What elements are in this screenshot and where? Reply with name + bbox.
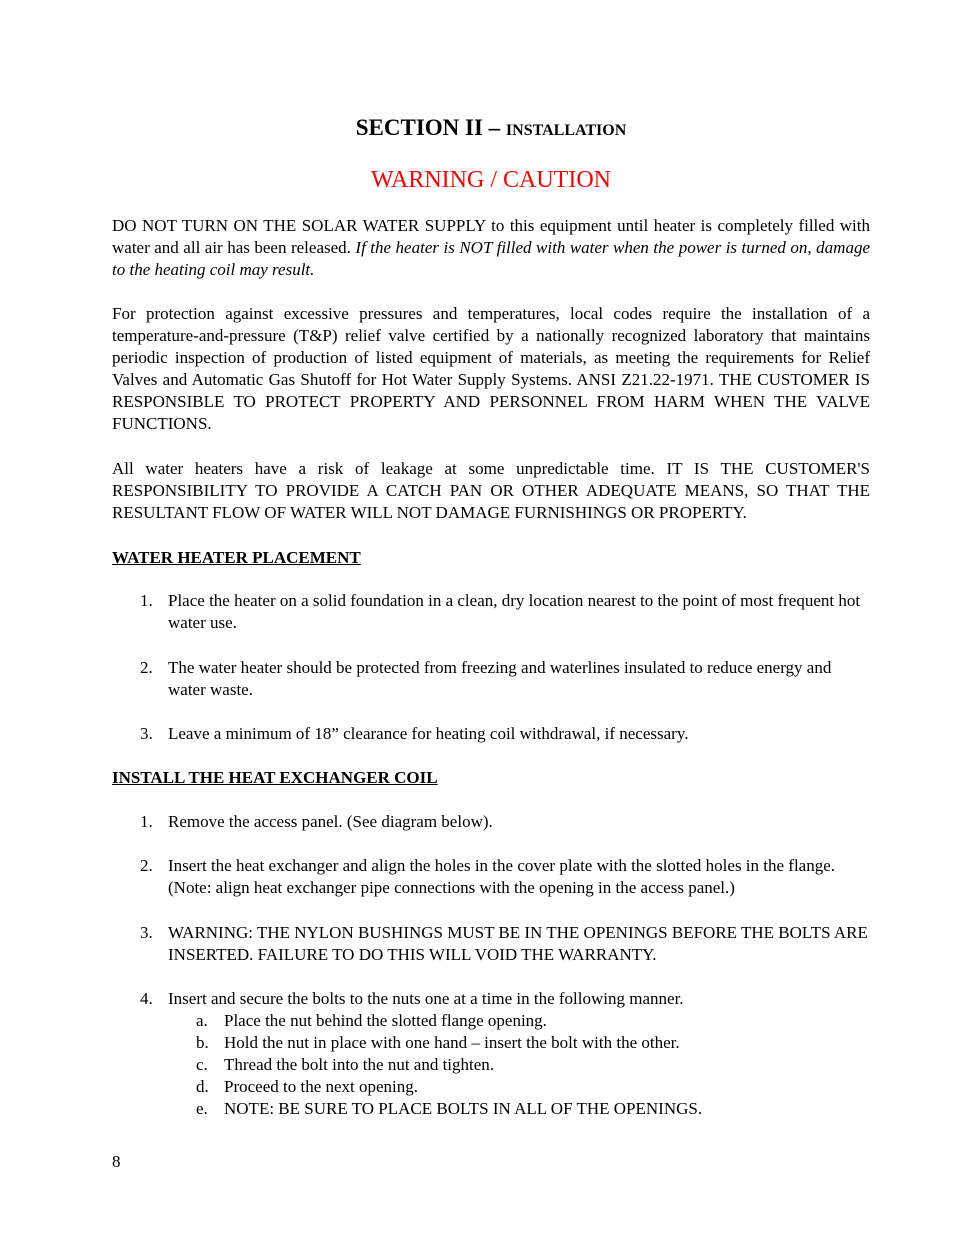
warning-heading: WARNING / CAUTION (371, 167, 611, 193)
list-item-number: 4. (140, 989, 153, 1008)
list-item-text: Remove the access panel. (See diagram below). (168, 812, 493, 831)
list-item (140, 657, 870, 701)
list-item (140, 922, 870, 966)
list-item (140, 723, 870, 745)
list-item-number: 1. (140, 812, 153, 831)
list-item-text: The water heater should be protected from freezing and waterlines insulated to reduce energy and water waste. (168, 658, 832, 699)
page-number: 8 (112, 1152, 121, 1171)
list-item-number: 2. (140, 658, 153, 677)
sub-list-item-text: Hold the nut in place with one hand – insert the bolt with the other. (224, 1033, 680, 1052)
section-title-main: SECTION II – (355, 115, 501, 140)
list-item-text: Insert and secure the bolts to the nuts one at a time in the following manner. (168, 989, 684, 1008)
paragraph-solar-supply-italic: If the heater is NOT filled with water when the power is turned on, damage to the heating coil may result. (112, 238, 870, 279)
paragraph-leakage: All water heaters have a risk of leakage at some unpredictable time. IT IS THE CUSTOMER'S RESPONSIBILITY TO PROVIDE A CATCH PAN OR OTHER ADEQUATE MEANS, SO THAT THE RESULTANT FLOW OF WATER WILL NOT DAMAGE FURNISHINGS OR PROPERTY. (112, 459, 870, 522)
list-item-text: Place the heater on a solid foundation in a clean, dry location nearest to the point of most frequent hot water use. (168, 591, 861, 632)
sub-list-item-letter: e. (196, 1099, 208, 1118)
list-item-number: 3. (140, 724, 153, 743)
list-item (140, 590, 870, 634)
list-item (140, 988, 870, 1010)
list-item-text: Leave a minimum of 18” clearance for heating coil withdrawal, if necessary. (168, 724, 689, 743)
list-item-text: Insert the heat exchanger and align the holes in the cover plate with the slotted holes in the flange. (Note: align heat exchanger pipe connections with the opening in the access panel.) (168, 856, 836, 897)
sub-list-item-letter: d. (196, 1077, 209, 1096)
sub-list-item-letter: c. (196, 1055, 208, 1074)
sub-list-item (196, 1032, 870, 1054)
section-title (112, 114, 870, 145)
sub-list-item-letter: b. (196, 1033, 209, 1052)
sub-list-item (196, 1098, 870, 1120)
sub-list-item-text: Proceed to the next opening. (224, 1077, 419, 1096)
list-item-text: WARNING: THE NYLON BUSHINGS MUST BE IN THE OPENINGS BEFORE THE BOLTS ARE INSERTED. FAILURE TO DO THIS WILL VOID THE WARRANTY. (168, 923, 868, 964)
sub-list-item (196, 1054, 870, 1076)
sub-list-item-letter: a. (196, 1011, 208, 1030)
list-item-number: 2. (140, 856, 153, 875)
sub-list-item-text: NOTE: BE SURE TO PLACE BOLTS IN ALL OF THE OPENINGS. (224, 1099, 703, 1118)
sub-list-item-text: Place the nut behind the slotted flange opening. (224, 1011, 547, 1030)
paragraph-relief-valve: For protection against excessive pressures and temperatures, local codes require the installation of a temperature-and-pressure (T&P) relief valve certified by a nationally recognized laboratory that maintains periodic inspection of production of listed equipment of materials, as meeting the requirements for Relief Valves and Automatic Gas Shutoff for Hot Water Supply Systems. ANSI Z21.22-1971. THE CUSTOMER IS RESPONSIBLE TO PROTECT PROPERTY AND PERSONNEL FROM HARM WHEN THE VALVE FUNCTIONS. (112, 304, 870, 433)
paragraph-solar-supply-normal: DO NOT TURN ON THE SOLAR WATER SUPPLY to this equipment until heater is completely filled with water and all air has been released. (112, 216, 870, 257)
section-title-sub: INSTALLATION (505, 122, 627, 139)
list-item-number: 1. (140, 591, 153, 610)
list-item-number: 3. (140, 923, 153, 942)
heading-install-heat-exchanger: INSTALL THE HEAT EXCHANGER COIL (112, 768, 438, 787)
paragraph-solar-supply (112, 215, 870, 281)
heading-water-heater-placement: WATER HEATER PLACEMENT (112, 548, 361, 567)
sub-list-item-text: Thread the bolt into the nut and tighten. (224, 1055, 495, 1074)
sub-list-item (196, 1010, 870, 1032)
list-item (140, 811, 870, 833)
list-item (140, 855, 870, 899)
sub-list-item (196, 1076, 870, 1098)
